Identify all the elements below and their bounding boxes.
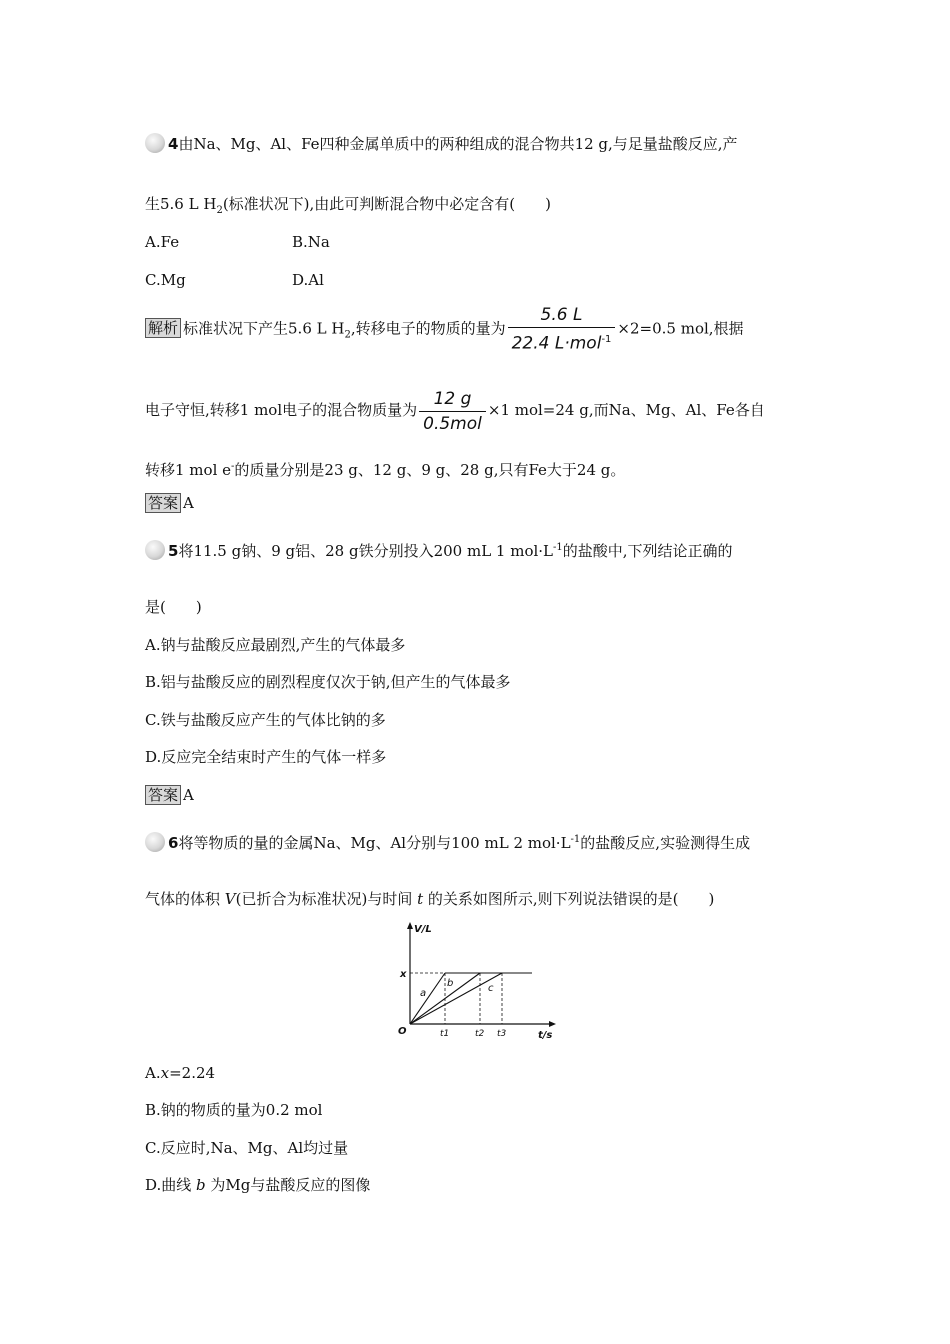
y-axis-label: V/L — [414, 924, 432, 935]
q6-option-c: C.反应时,Na、Mg、Al均过量 — [145, 1139, 349, 1157]
q5-option-a: A.钠与盐酸反应最剧烈,产生的气体最多 — [145, 636, 406, 654]
t3-label: t3 — [497, 1029, 507, 1039]
t2-label: t2 — [475, 1029, 485, 1039]
x-axis-arrow — [549, 1021, 556, 1027]
q4-option-a: A.Fe — [145, 233, 180, 251]
q6-stem-line1: 6将等物质的量的金属Na、Mg、Al分别与100 mL 2 $mol\cdot L^{-1}$的盐酸反应,实验测得生成 — [145, 830, 750, 854]
q5-option-b: B.铝与盐酸反应的剧烈程度仅次于钠,但产生的气体最多 — [145, 673, 511, 691]
answer-tag: 答案 — [145, 785, 181, 805]
y-mark-label: x — [400, 969, 407, 980]
q6-option-b: B.钠的物质的量为0.2 mol — [145, 1101, 323, 1119]
q6-option-a: A.x=2.24 — [145, 1064, 216, 1082]
q4-option-d: D.Al — [292, 271, 324, 289]
q5-stem-line1: 5将11.5 g钠、9 g铝、28 g铁分别投入200 mL 1 $mol\cdot L^{-1}$的盐酸中,下列结论正确的 — [145, 538, 733, 562]
q4-answer: 答案 A — [145, 493, 194, 513]
curve-b-label: b — [447, 978, 454, 989]
q5-number: 5 — [168, 542, 179, 560]
q6-number: 6 — [168, 834, 179, 852]
q4-stem-line2: 生5.6 L $H_2$(标准状况下),由此可判断混合物中必定含有( ) — [145, 195, 551, 216]
fraction-mass-per-mol: $\frac{12 g}{\text{0.5mol}}$ — [419, 387, 486, 436]
q4-analysis-line3: 转移1 mol e-的质量分别是23 g、12 g、9 g、28 g,只有Fe大于24 g。 — [145, 461, 626, 479]
q5-option-c: C.铁与盐酸反应产生的气体比钠的多 — [145, 711, 386, 729]
q5-stem-line2: 是( ) — [145, 598, 202, 616]
q4-stem-line1: 4由Na、Mg、Al、Fe四种金属单质中的两种组成的混合物共12 g,与足量盐酸反应,产 — [145, 134, 738, 155]
q4-option-b: B.Na — [292, 233, 330, 251]
t1-label: t1 — [440, 1029, 450, 1039]
origin-label: O — [398, 1026, 407, 1037]
q5-answer: 答案 A — [145, 785, 194, 805]
curve-a — [410, 973, 445, 1024]
x-axis-label: t/s — [538, 1030, 553, 1041]
question-marker-icon — [145, 540, 165, 560]
y-axis-arrow — [407, 922, 413, 929]
answer-tag: 答案 — [145, 493, 181, 513]
question-marker-icon — [145, 832, 165, 852]
q4-analysis-line1: 解析 标准状况下产生5.6 L $H_2$,转移电子的物质的量为 $\frac{5.6 L}{22.4 L\cdot mol^{-1}}$ ×2=0.5 mol,根据 — [145, 303, 744, 360]
curve-c-label: c — [488, 983, 494, 994]
q6-option-d: D.曲线 b 为Mg与盐酸反应的图像 — [145, 1176, 371, 1194]
analysis-tag: 解析 — [145, 318, 181, 338]
fraction-moles-electrons: $\frac{5.6 L}{22.4 L\cdot mol^{-1}}$ — [508, 303, 616, 356]
q4-option-c: C.Mg — [145, 271, 186, 289]
q6-stem-line2: 气体的体积 V(已折合为标准状况)与时间 t 的关系如图所示,则下列说法错误的是( ) — [145, 890, 715, 908]
question-marker-icon — [145, 133, 165, 153]
q4-analysis-line2: 电子守恒,转移1 mol电子的混合物质量为 $\frac{12 g}{\text{0.5mol}}$ ×1 mol=24 g,而Na、Mg、Al、Fe各自 — [145, 388, 765, 434]
volume-time-graph — [392, 920, 562, 1042]
q4-number: 4 — [168, 135, 179, 153]
curve-a-label: a — [420, 988, 427, 999]
q5-option-d: D.反应完全结束时产生的气体一样多 — [145, 748, 387, 766]
